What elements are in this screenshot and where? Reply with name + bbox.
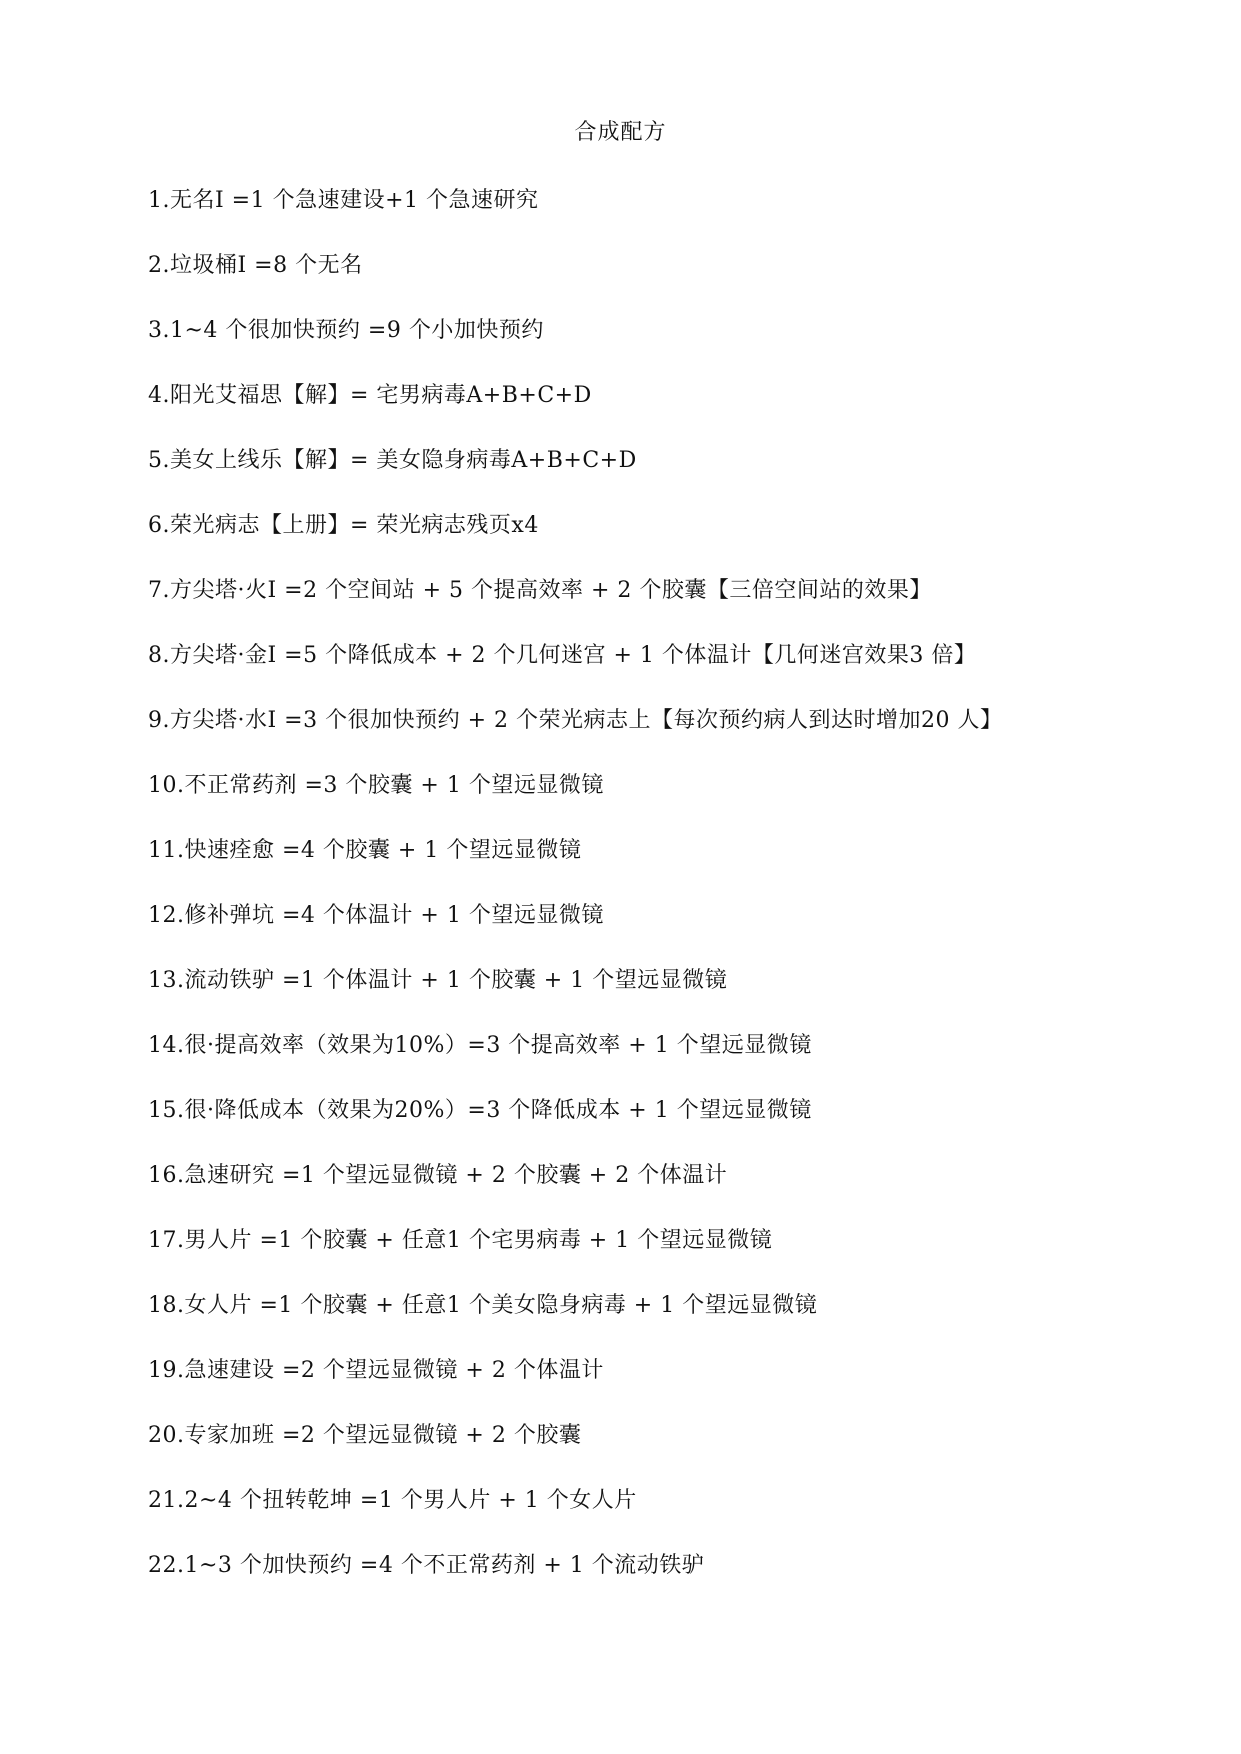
recipe-item-16: 16.急速研究 =1 个望远显微镜 + 2 个胶囊 + 2 个体温计 [148,1163,728,1188]
recipe-item-4: 4.阳光艾福思【解】= 宅男病毒A+B+C+D [148,383,592,408]
recipe-item-9: 9.方尖塔·水Ⅰ =3 个很加快预约 + 2 个荣光病志上【每次预约病人到达时增加20 人】 [148,708,1003,733]
recipe-item-6: 6.荣光病志【上册】= 荣光病志残页x4 [148,513,539,538]
recipe-item-22: 22.1~3 个加快预约 =4 个不正常药剂 + 1 个流动铁驴 [148,1553,705,1578]
recipe-item-17: 17.男人片 =1 个胶囊 + 任意1 个宅男病毒 + 1 个望远显微镜 [148,1228,773,1253]
recipe-item-1: 1.无名Ⅰ =1 个急速建设+1 个急速研究 [148,188,539,213]
recipe-item-21: 21.2~4 个扭转乾坤 =1 个男人片 + 1 个女人片 [148,1488,637,1513]
recipe-item-14: 14.很·提高效率（效果为10%）=3 个提高效率 + 1 个望远显微镜 [148,1033,812,1058]
recipe-item-3: 3.1~4 个很加快预约 =9 个小加快预约 [148,318,544,343]
recipe-item-8: 8.方尖塔·金Ⅰ =5 个降低成本 + 2 个几何迷宫 + 1 个体温计【几何迷宫效果3 倍】 [148,643,977,668]
recipe-item-12: 12.修补弹坑 =4 个体温计 + 1 个望远显微镜 [148,903,604,928]
recipe-item-10: 10.不正常药剂 =3 个胶囊 + 1 个望远显微镜 [148,773,604,798]
recipe-list [148,186,1148,1616]
recipe-item-15: 15.很·降低成本（效果为20%）=3 个降低成本 + 1 个望远显微镜 [148,1098,812,1123]
recipe-item-13: 13.流动铁驴 =1 个体温计 + 1 个胶囊 + 1 个望远显微镜 [148,968,728,993]
recipe-item-20: 20.专家加班 =2 个望远显微镜 + 2 个胶囊 [148,1423,582,1448]
page-title: 合成配方 [574,120,667,145]
recipe-item-19: 19.急速建设 =2 个望远显微镜 + 2 个体温计 [148,1358,604,1383]
recipe-item-5: 5.美女上线乐【解】= 美女隐身病毒A+B+C+D [148,448,637,473]
recipe-item-2: 2.垃圾桶Ⅰ =8 个无名 [148,253,363,278]
recipe-item-11: 11.快速痊愈 =4 个胶囊 + 1 个望远显微镜 [148,838,582,863]
recipe-item-7: 7.方尖塔·火Ⅰ =2 个空间站 + 5 个提高效率 + 2 个胶囊【三倍空间站的效果】 [148,578,932,603]
recipe-item-18: 18.女人片 =1 个胶囊 + 任意1 个美女隐身病毒 + 1 个望远显微镜 [148,1293,818,1318]
